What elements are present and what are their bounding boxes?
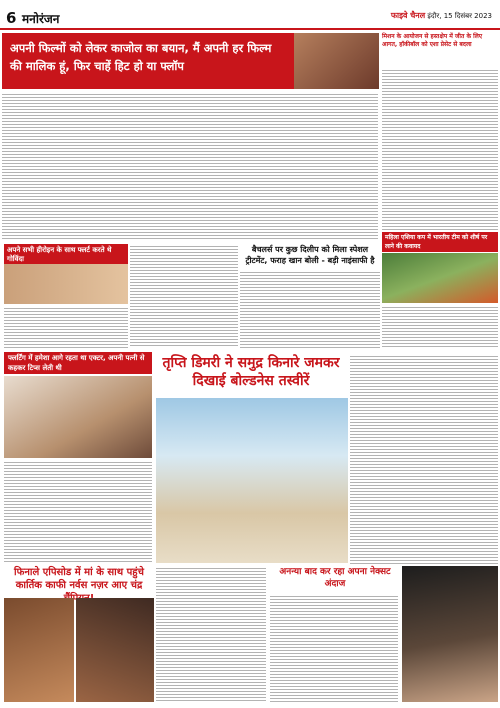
ananya-photo <box>402 566 498 702</box>
sunita-body <box>130 244 238 348</box>
kajol-photo <box>294 33 379 89</box>
right-story-body <box>382 68 498 230</box>
ananya-body <box>270 594 398 702</box>
tripti-headline: तृप्ति डिमरी ने समुद्र किनारे जमकर दिखाई बोल्डनेस तस्वीरें <box>162 355 340 389</box>
main-story-body <box>2 92 378 240</box>
shakti-body <box>4 460 152 564</box>
hockey-body <box>382 305 498 349</box>
shakti-photo <box>4 376 152 458</box>
main-headline: अपनी फिल्मों को लेकर काजोल का बयान, मैं अपनी हर फिल्म की मालिक हूं, फिर चाहें हिट हो या फ्लॉप <box>2 33 294 89</box>
tripti-body <box>350 354 498 564</box>
hockey-photo <box>382 253 498 303</box>
ananya-headline: अनन्या बाद कर रहा अपना नेक्सट अंदाज <box>279 567 391 589</box>
kartik-photo <box>4 598 74 702</box>
govinda-headline <box>4 244 128 266</box>
right-story-headline: मिशन के आयोजन से हस्तक्षेप में जीत के लिए आगत, हॉकीबॉल को एशा प्रेसेट से बदला <box>382 33 483 48</box>
page-number: 6 <box>6 9 17 27</box>
govinda-body <box>4 306 128 348</box>
issue-date: इंदौर, 15 दिसंबर 2023 <box>427 12 492 20</box>
brand-name: फाइवे चैनल <box>390 11 426 20</box>
shakti-headline: फ्लर्टिंग में हमेशा आगे रहता था एक्टर, अपनी पत्नी से कहकर टिप्स लेती थी <box>4 352 152 374</box>
hockey-headline: महिला एशिया कप में भारतीय टीम को शीर्ष पर लाने की कवायद <box>382 232 498 252</box>
kartik-bold-headline: बैचलर्स पर कुछ दिलीप को मिला स्पेशल ट्रीटमेंट, फराह खान बोली - बड़ी नाइंसाफी है <box>245 245 375 265</box>
govinda-headline-text: अपने सभी हीरोइन के साथ फ्लर्ट करते थे गोविंदा <box>4 244 128 266</box>
kartik-body <box>156 566 266 702</box>
kartik-bold-body <box>240 270 380 348</box>
dateline <box>391 10 492 21</box>
kartik-headline: फिनाले एपिसोड में मां के साथ पहुंचे कार्तिक काफी नर्वस नज़र आए चंद्र <box>14 567 144 591</box>
section-title: मनोरंजन <box>22 12 60 26</box>
govinda-photo <box>4 264 128 304</box>
kartik-mother-photo <box>76 598 154 702</box>
tripti-photo <box>156 398 348 563</box>
